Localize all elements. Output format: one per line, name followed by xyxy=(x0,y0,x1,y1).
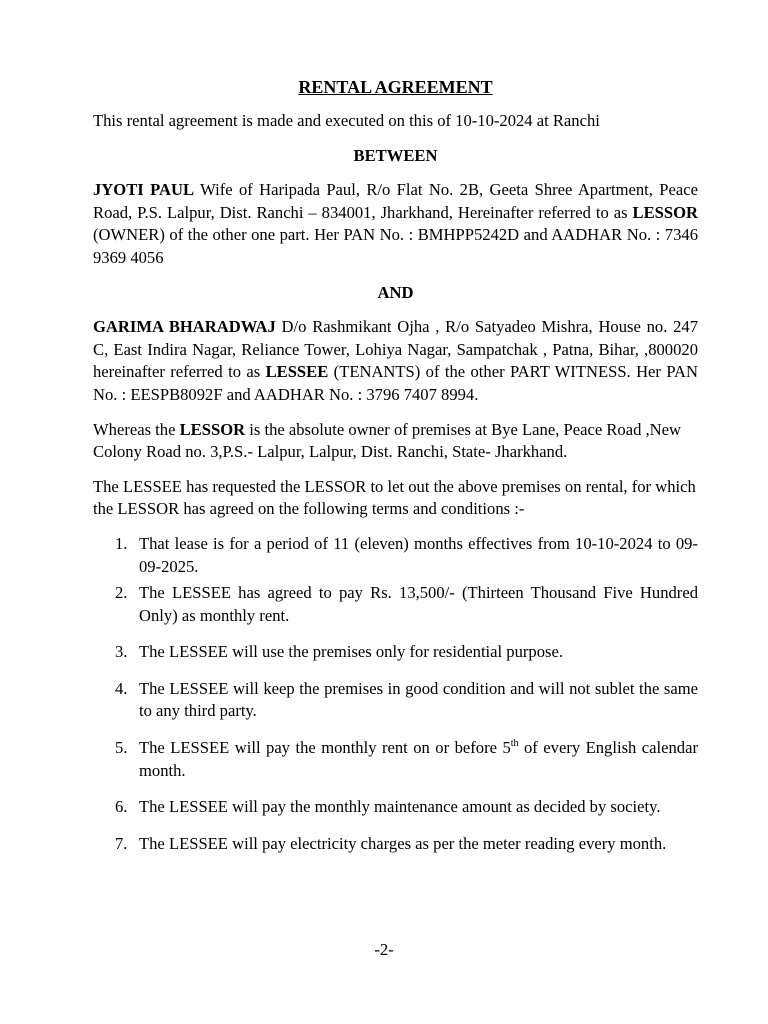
lessee-paragraph xyxy=(93,316,698,406)
whereas-role: LESSOR xyxy=(179,419,246,439)
lessee-role: LESSEE xyxy=(265,362,329,382)
document-title: RENTAL AGREEMENT xyxy=(298,77,493,97)
term-number: 2. xyxy=(115,583,128,603)
intro-paragraph: This rental agreement is made and executed on this of 10-10-2024 at Ranchi xyxy=(93,111,600,130)
term-text xyxy=(139,738,698,780)
term-number: 6. xyxy=(115,797,128,817)
whereas-paragraph xyxy=(93,419,698,464)
term-item xyxy=(93,737,698,782)
term-number: 5. xyxy=(115,738,128,758)
term-text-end: of every English calendar month. xyxy=(139,738,698,780)
lessee-id-details: (TENANTS) of the other PART WITNESS. Her PAN No. : EESPB8092F and AADHAR No. : 3796 7407 8994. xyxy=(93,362,698,404)
lessor-details: Wife of Haripada Paul, R/o Flat No. 2B, Geeta Shree Apartment, Peace Road, P.S. Lalpur, Dist. Ranchi – 834001, Jharkhand, Hereinafter referred to as xyxy=(93,180,698,222)
whereas-text-end: is the absolute owner of premises at Bye Lane, Peace Road ,New Colony Road no. 3,P.S.- Lalpur, Lalpur, Dist. Ranchi, State- Jharkhand. xyxy=(93,419,682,462)
lessor-name: JYOTI PAUL xyxy=(93,180,195,200)
term-text: That lease is for a period of 11 (eleven) months effectives from 10-10-2024 to 09-09-2025. xyxy=(139,533,698,576)
lessor-id-details: (OWNER) of the other one part. Her PAN No. : BMHPP5242D and AADHAR No. : 7346 9369 4056 xyxy=(93,225,698,267)
document-page xyxy=(93,74,698,859)
term-item xyxy=(93,678,698,723)
term-text: The LESSEE has agreed to pay Rs. 13,500/- (Thirteen Thousand Five Hundred Only) as monthly rent. xyxy=(139,583,698,625)
whereas-text-start: Whereas the xyxy=(93,419,180,439)
term-text: The LESSEE will use the premises only for residential purpose. xyxy=(139,642,563,662)
lessor-role: LESSOR xyxy=(632,202,698,222)
term-item xyxy=(93,533,698,578)
page-number: -2- xyxy=(374,940,394,959)
request-paragraph: The LESSEE has requested the LESSOR to let out the above premises on rental, for which the LESSOR has agreed on the following terms and conditions :- xyxy=(93,476,696,519)
term-number: 4. xyxy=(115,678,128,698)
term-item xyxy=(93,641,698,664)
term-text-start: The LESSEE will pay the monthly rent on or before 5 xyxy=(139,738,511,758)
lessee-name: GARIMA BHARADWAJ xyxy=(93,317,276,337)
lessor-paragraph xyxy=(93,179,698,269)
term-number: 1. xyxy=(115,533,128,553)
term-number: 7. xyxy=(115,833,128,853)
and-heading: AND xyxy=(377,282,414,302)
term-number: 3. xyxy=(115,642,128,662)
term-item xyxy=(93,582,698,627)
term-item xyxy=(93,833,698,856)
ordinal-suffix: th xyxy=(510,738,519,750)
between-heading: BETWEEN xyxy=(353,145,438,165)
term-text: The LESSEE will keep the premises in good condition and will not sublet the same to any third party. xyxy=(139,678,698,721)
lessee-details: D/o Rashmikant Ojha , R/o Satyadeo Mishra, House no. 247 C, East Indira Nagar, Reliance Tower, Lohiya Nagar, Sampatchak , Patna, Bihar, ,800020 hereinafter referred to as xyxy=(93,317,699,382)
term-text: The LESSEE will pay electricity charges as per the meter reading every month. xyxy=(139,833,667,853)
term-item xyxy=(93,796,698,819)
term-text: The LESSEE will pay the monthly maintenance amount as decided by society. xyxy=(139,797,661,817)
terms-list xyxy=(93,533,698,856)
